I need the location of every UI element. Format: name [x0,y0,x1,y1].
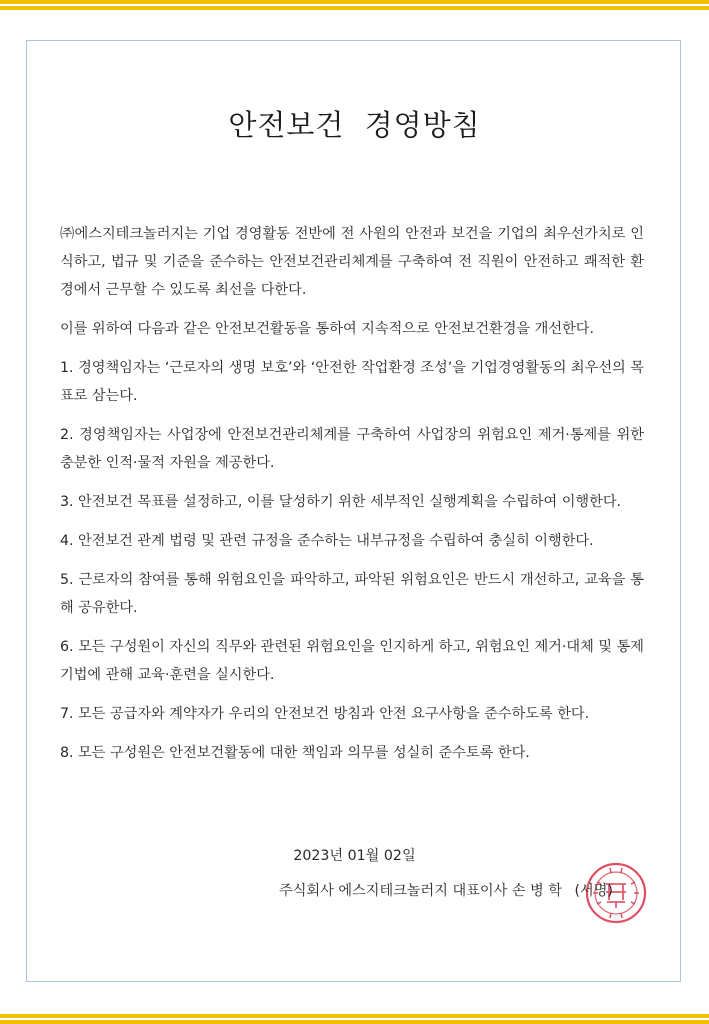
bottom-border-stripe [0,1014,709,1024]
policy-item: 5. 근로자의 참여를 통해 위험요인을 파악하고, 파악된 위험요인은 반드시 개선하고, 교육을 통해 공유한다. [60,572,644,616]
intro-paragraph: ㈜에스지테크놀러지는 기업 경영활동 전반에 전 사원의 안전과 보건을 기업의 최우선가치로 인식하고, 법규 및 기준을 준수하는 안전보건관리체계를 구축하여 전 직원이 안전하고 쾌적한 환경에서 근무할 수 있도록 최선을 다한다. [60,226,644,298]
policy-item: 6. 모든 구성원이 자신의 직무와 관련된 위험요인을 인지하게 하고, 위험요인 제거·대체 및 통제기법에 관해 교육·훈련을 실시한다. [60,639,644,683]
policy-item: 2. 경영책임자는 사업장에 안전보건관리체계를 구축하여 사업장의 위험요인 제거·통제를 위한 충분한 인적·물적 자원을 제공한다. [60,427,644,471]
signature-mark: (서명) [574,883,613,899]
policy-item: 1. 경영책임자는 ‘근로자의 생명 보호’와 ‘안전한 작업환경 조성’을 기업경영활동의 최우선의 목표로 삼는다. [60,360,644,404]
policy-body [60,220,644,778]
policy-item: 3. 안전보건 목표를 설정하고, 이를 달성하기 위한 세부적인 실행계획을 수립하여 이행한다. [60,494,622,510]
intro-lead-paragraph: 이를 위하여 다음과 같은 안전보건활동을 통하여 지속적으로 안전보건환경을 개선한다. [60,321,594,337]
policy-item: 7. 모든 공급자와 계약자가 우리의 안전보건 방침과 안전 요구사항을 준수하도록 한다. [60,706,590,722]
policy-item: 8. 모든 구성원은 안전보건활동에 대한 책임과 의무를 성실히 준수토록 한다. [60,745,530,761]
signature-line [279,880,613,900]
representative-name: 손 병 학 [511,883,562,899]
policy-item: 4. 안전보건 관계 법령 및 관련 규정을 준수하는 내부규정을 수립하여 충실히 이행한다. [60,533,594,549]
document-date: 2023년 01월 02일 [293,848,416,864]
top-border-stripe [0,0,709,10]
company-representative: 주식회사 에스지테크놀러지 대표이사 [279,883,508,899]
page-title: 안전보건 경영방침 [228,108,481,142]
